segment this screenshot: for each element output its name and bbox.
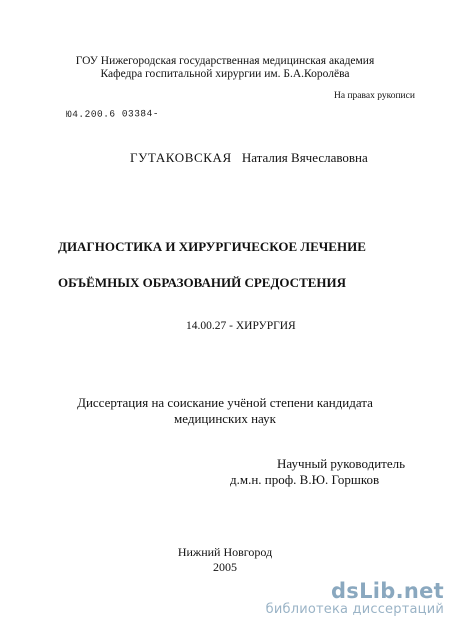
- thesis-title-line-2: ОБЪЁМНЫХ ОБРАЗОВАНИЙ СРЕДОСТЕНИЯ: [58, 275, 347, 290]
- stamp-code: Ю4.200.6 03384-: [65, 108, 160, 120]
- year: 2005: [213, 560, 237, 574]
- degree-statement-line-1: Диссертация на соискание учёной степени кандидата: [77, 395, 373, 410]
- watermark-brand: dsLib.net: [330, 579, 444, 603]
- author-surname: ГУТАКОВСКАЯ: [130, 150, 232, 165]
- city: Нижний Новгород: [177, 545, 273, 559]
- author-name: [130, 150, 368, 166]
- degree-statement-line-2: медицинских наук: [174, 411, 276, 426]
- advisor-label: Научный руководитель: [277, 456, 406, 471]
- organization-line-1: ГОУ Нижегородская государственная медицинская академия: [75, 55, 375, 67]
- organization-line-2: Кафедра госпитальной хирургии им. Б.А.Королёва: [100, 68, 350, 80]
- advisor-name: д.м.н. проф. В.Ю. Горшков: [230, 472, 380, 487]
- watermark: [266, 580, 444, 617]
- specialty-code: 14.00.27 - ХИРУРГИЯ: [186, 320, 296, 332]
- watermark-subtitle: библиотека диссертаций: [265, 602, 444, 617]
- thesis-title-line-1: ДИАГНОСТИКА И ХИРУРГИЧЕСКОЕ ЛЕЧЕНИЕ: [58, 239, 366, 254]
- author-given-names: Наталия Вячеславовна: [241, 150, 368, 165]
- manuscript-rights-note: На правах рукописи: [334, 91, 415, 101]
